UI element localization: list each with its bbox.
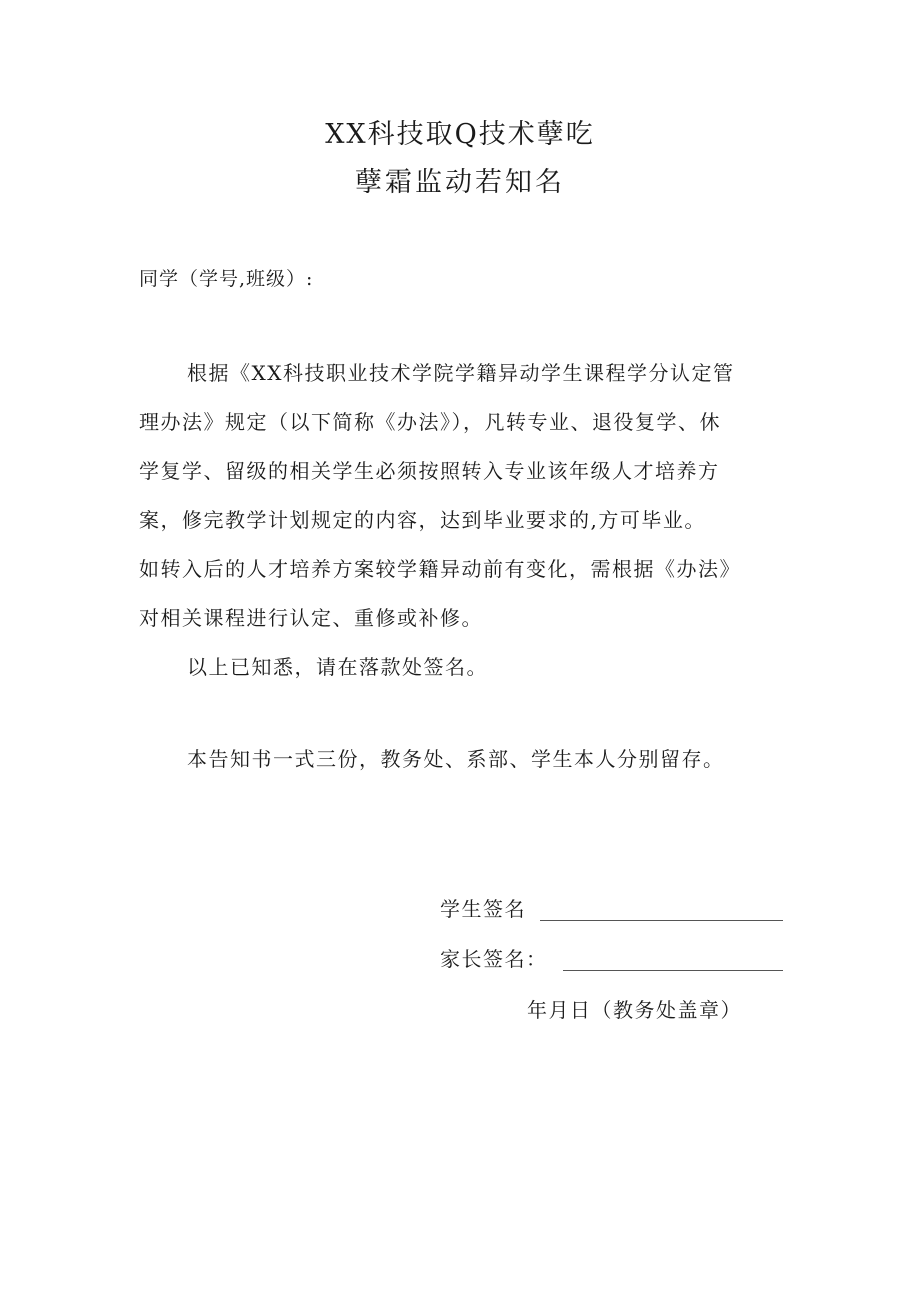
- salutation: 同学（学号,班级）:: [139, 268, 314, 290]
- document-title-line-2: 孽霜监动若知名: [355, 167, 565, 198]
- document-title-line-1: XX科技取Q技术孽吃: [325, 119, 595, 150]
- copies-note: 本告知书一式三份，教务处、系部、学生本人分别留存。: [187, 747, 725, 771]
- body-line: 案，修完教学计划规定的内容，达到毕业要求的,方可毕业。: [139, 508, 706, 532]
- body-line: 根据《XX科技职业技术学院学籍异动学生课程学分认定管: [187, 361, 735, 385]
- parent-signature-label: 家长签名：: [440, 947, 548, 971]
- student-signature-label: 学生签名: [440, 897, 526, 921]
- body-line: 理办法》规定（以下简称《办法》），凡转专业、退役复学、休: [139, 410, 721, 434]
- body-line: 如转入后的人才培养方案较学籍异动前有变化，需根据《办法》: [139, 557, 741, 581]
- date-stamp-label: 年月日（教务处盖章）: [527, 998, 742, 1022]
- body-paragraph: [139, 356, 804, 699]
- body-line: 对相关课程进行认定、重修或补修。: [139, 606, 483, 630]
- parent-signature-line[interactable]: [563, 970, 783, 971]
- acknowledgement-line: 以上已知悉，请在落款处签名。: [187, 655, 488, 679]
- body-line: 学复学、留级的相关学生必须按照转入专业该年级人才培养方: [139, 459, 720, 483]
- student-signature-line[interactable]: [540, 920, 783, 921]
